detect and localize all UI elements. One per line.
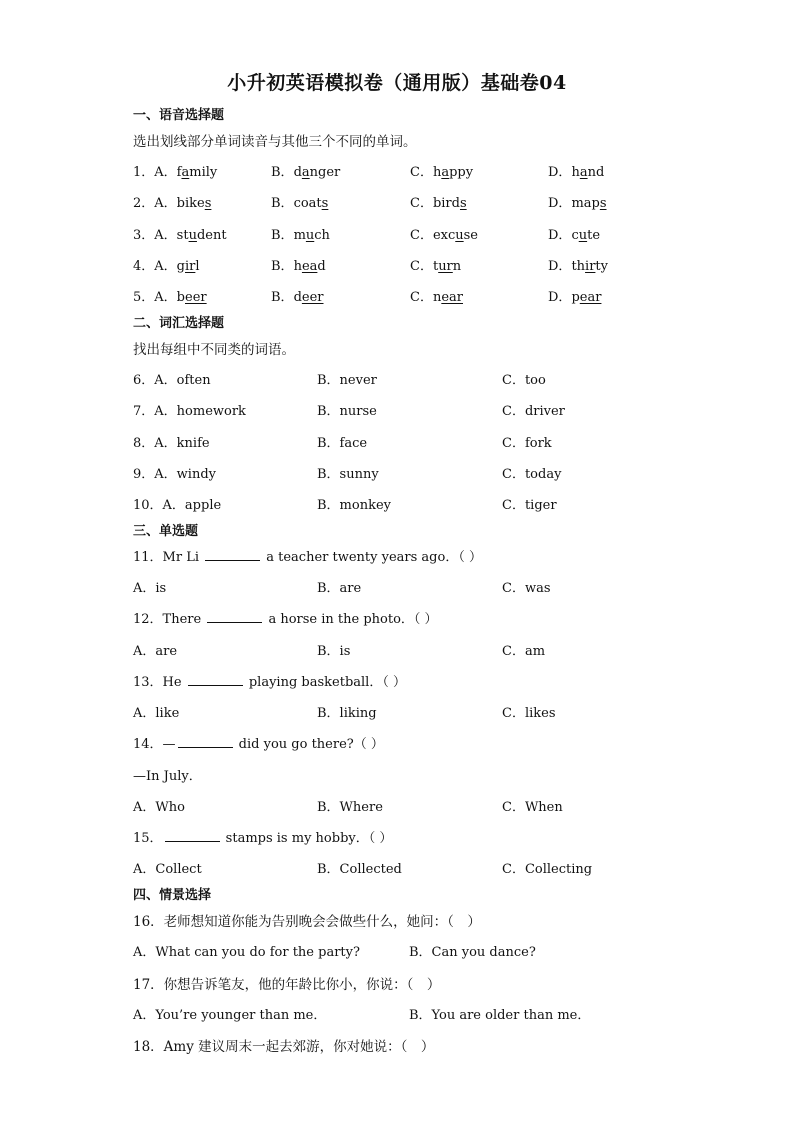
word-part: f <box>176 165 182 180</box>
option-c[interactable]: C．Collecting <box>502 862 593 877</box>
option-letter: C． <box>410 165 433 180</box>
option-c[interactable]: C．was <box>502 581 551 596</box>
option-c[interactable] <box>410 192 467 211</box>
question-13-stem <box>133 671 693 689</box>
word-part: th <box>571 259 586 274</box>
underlined-part: ir <box>185 259 196 274</box>
question-number: 10． <box>133 498 163 513</box>
option-letter: B． <box>271 290 294 305</box>
option-a[interactable]: A．apple <box>162 498 222 513</box>
word-part: h <box>432 165 442 180</box>
question-text: 14．— <box>133 737 176 752</box>
option-letter: D． <box>548 228 572 243</box>
word-part: se <box>463 228 479 243</box>
option-a[interactable]: A．Collect <box>133 862 202 877</box>
question-number: 3． <box>133 228 155 243</box>
option-c[interactable]: C．fork <box>502 436 552 451</box>
question-12-stem <box>133 608 693 626</box>
word-part: c <box>571 228 579 243</box>
question-12-options <box>133 640 693 658</box>
underlined-part: u <box>578 228 588 243</box>
option-letter: A． <box>154 228 177 243</box>
question-text: a horse in the photo．（ ） <box>264 612 438 627</box>
section-4-heading: 四、情景选择 <box>133 888 212 903</box>
question-18-stem: 18．Amy 建议周末一起去郊游，你对她说：（ ） <box>133 1039 435 1055</box>
option-b[interactable]: B．nurse <box>317 404 377 419</box>
question-number: 9． <box>133 467 155 482</box>
option-a[interactable] <box>133 255 200 274</box>
option-a[interactable] <box>133 192 211 211</box>
question-1 <box>133 161 693 179</box>
word-part: ch <box>314 228 330 243</box>
underlined-part: u <box>455 228 464 243</box>
word-part: d <box>293 290 302 305</box>
option-a[interactable] <box>133 224 227 243</box>
word-part: ppy <box>449 165 474 180</box>
word-part: bird <box>432 196 460 211</box>
word-part: nd <box>587 165 605 180</box>
option-b[interactable]: B．are <box>317 581 362 596</box>
option-a[interactable]: A．often <box>154 373 211 388</box>
underlined-part: a <box>301 165 310 180</box>
word-part: m <box>293 228 306 243</box>
question-2 <box>133 192 693 210</box>
option-b[interactable]: B．Can you dance? <box>409 945 536 960</box>
option-d[interactable] <box>548 255 608 274</box>
question-11-stem <box>133 546 693 564</box>
option-b[interactable]: B．sunny <box>317 467 379 482</box>
word-part: nger <box>309 165 341 180</box>
question-number: 6． <box>133 373 155 388</box>
question-16-options <box>133 941 693 959</box>
underlined-part: eer <box>185 290 207 305</box>
word-part: ty <box>595 259 608 274</box>
option-letter: D． <box>548 196 572 211</box>
option-letter: A． <box>154 165 177 180</box>
word-part: dent <box>196 228 227 243</box>
question-3 <box>133 224 693 242</box>
option-c[interactable]: C．likes <box>502 706 556 721</box>
question-number: 1． <box>133 165 155 180</box>
question-10 <box>133 494 693 512</box>
option-letter: C． <box>410 259 433 274</box>
option-b[interactable] <box>271 192 328 211</box>
option-d[interactable] <box>548 224 600 243</box>
option-a[interactable] <box>133 161 217 180</box>
option-a[interactable] <box>133 286 207 305</box>
option-a[interactable]: A．Who <box>133 800 185 815</box>
option-letter: C． <box>410 290 433 305</box>
question-14-answer-line: —In July． <box>133 769 202 784</box>
word-part: n <box>452 259 462 274</box>
question-13-options <box>133 702 693 720</box>
answer-blank[interactable] <box>205 549 260 561</box>
word-part: mily <box>189 165 218 180</box>
question-15-options <box>133 858 693 876</box>
option-c[interactable] <box>410 224 478 243</box>
question-text: 12．There <box>133 612 206 627</box>
underlined-part: u <box>188 228 197 243</box>
underlined-part: ea <box>301 259 318 274</box>
option-letter: C． <box>410 196 433 211</box>
underlined-part: ear <box>441 290 463 305</box>
question-text: stamps is my hobby．（ ） <box>221 831 393 846</box>
question-number: 2． <box>133 196 155 211</box>
question-4 <box>133 255 693 273</box>
option-letter: B． <box>271 196 294 211</box>
question-7 <box>133 400 693 418</box>
answer-blank[interactable] <box>165 830 220 842</box>
option-c[interactable] <box>410 255 461 274</box>
option-a[interactable]: A．knife <box>154 436 210 451</box>
exam-title: 小升初英语模拟卷（通用版）基础卷04 <box>227 72 567 94</box>
option-d[interactable] <box>548 192 607 211</box>
option-letter: B． <box>271 165 294 180</box>
option-letter: A． <box>154 196 177 211</box>
option-c[interactable]: C．driver <box>502 404 565 419</box>
question-9 <box>133 463 693 481</box>
question-5 <box>133 286 693 304</box>
option-a[interactable]: A．You’re younger than me． <box>133 1008 327 1023</box>
word-part: h <box>293 259 302 274</box>
underlined-part: a <box>441 165 450 180</box>
underlined-part: ear <box>579 290 602 305</box>
question-11-options <box>133 577 693 595</box>
question-15-stem <box>133 827 693 845</box>
question-text: a teacher twenty years ago．（ ） <box>262 550 482 565</box>
question-17-options <box>133 1004 693 1022</box>
underlined-part: u <box>305 228 315 243</box>
option-c[interactable]: C．am <box>502 644 546 659</box>
option-b[interactable]: B．Where <box>317 800 383 815</box>
question-number: 8． <box>133 436 155 451</box>
question-16-stem: 16．老师想知道你能为告别晚会会做些什么，她问：（ ） <box>133 914 481 930</box>
option-b[interactable]: B．never <box>317 373 377 388</box>
section-1-instruction: 选出划线部分单词读音与其他三个不同的单词。 <box>133 134 417 150</box>
word-part: n <box>432 290 442 305</box>
option-a[interactable]: A．like <box>133 706 180 721</box>
section-2-instruction: 找出每组中不同类的词语。 <box>133 342 295 358</box>
option-b[interactable] <box>271 161 340 180</box>
answer-blank[interactable] <box>188 674 243 686</box>
word-part: d <box>317 259 326 274</box>
word-part: g <box>176 259 185 274</box>
underlined-part: s <box>599 196 607 211</box>
option-c[interactable]: C．too <box>502 373 546 388</box>
option-c[interactable]: C．today <box>502 467 562 482</box>
section-3-heading: 三、单选题 <box>133 524 199 539</box>
question-8 <box>133 432 693 450</box>
option-b[interactable]: B．face <box>317 436 368 451</box>
option-letter: B． <box>271 259 294 274</box>
word-part: l <box>195 259 200 274</box>
underlined-part: s <box>204 196 212 211</box>
word-part: h <box>571 165 580 180</box>
option-a[interactable]: A．homework <box>154 404 246 419</box>
underlined-part: ir <box>585 259 596 274</box>
section-1-heading: 一、语音选择题 <box>133 108 225 123</box>
word-part: coat <box>293 196 322 211</box>
word-part: b <box>176 290 185 305</box>
underlined-part: a <box>181 165 190 180</box>
question-text: 13．He <box>133 675 186 690</box>
question-text: 15． <box>133 831 163 846</box>
option-a[interactable]: A．What can you do for the party? <box>133 945 360 960</box>
question-number: 4． <box>133 259 155 274</box>
option-b[interactable]: B．You are older than me． <box>409 1008 591 1023</box>
option-b[interactable] <box>271 224 330 243</box>
option-c[interactable]: C．tiger <box>502 498 557 513</box>
question-number: 5． <box>133 290 155 305</box>
question-17-stem: 17．你想告诉笔友，他的年龄比你小，你说：（ ） <box>133 977 441 993</box>
word-part: p <box>571 290 580 305</box>
option-b[interactable]: B．Collected <box>317 862 402 877</box>
option-b[interactable]: B．liking <box>317 706 377 721</box>
question-14-stem <box>133 733 693 751</box>
option-c[interactable] <box>410 286 463 305</box>
option-letter: A． <box>154 259 177 274</box>
option-letter: D． <box>548 259 572 274</box>
option-a[interactable]: A．are <box>133 644 178 659</box>
section-2-heading: 二、词汇选择题 <box>133 316 225 331</box>
question-text: playing basketball．（ ） <box>244 675 406 690</box>
question-14-options <box>133 796 693 814</box>
option-c[interactable] <box>410 161 473 180</box>
word-part: te <box>587 228 601 243</box>
answer-blank[interactable] <box>178 736 233 748</box>
question-text: did you go there?（ ） <box>234 737 384 752</box>
option-b[interactable] <box>271 286 324 305</box>
question-number: 7． <box>133 404 155 419</box>
option-b[interactable]: B．is <box>317 644 351 659</box>
option-a[interactable]: A．is <box>133 581 167 596</box>
option-d[interactable] <box>548 161 604 180</box>
option-c[interactable]: C．When <box>502 800 563 815</box>
word-part: d <box>293 165 302 180</box>
option-b[interactable]: B．monkey <box>317 498 391 513</box>
question-text: 11．Mr Li <box>133 550 204 565</box>
underlined-part: ur <box>438 259 453 274</box>
underlined-part: s <box>321 196 329 211</box>
word-part: t <box>432 259 439 274</box>
question-6 <box>133 369 693 387</box>
option-letter: C． <box>410 228 433 243</box>
option-b[interactable] <box>271 255 326 274</box>
underlined-part: eer <box>301 290 324 305</box>
underlined-part: s <box>459 196 467 211</box>
option-letter: B． <box>271 228 294 243</box>
option-letter: D． <box>548 290 572 305</box>
option-a[interactable]: A．windy <box>154 467 216 482</box>
option-letter: A． <box>154 290 177 305</box>
option-letter: D． <box>548 165 572 180</box>
word-part: exc <box>432 228 456 243</box>
option-d[interactable] <box>548 286 601 305</box>
word-part: st <box>176 228 189 243</box>
word-part: bike <box>176 196 205 211</box>
answer-blank[interactable] <box>207 611 262 623</box>
underlined-part: a <box>579 165 588 180</box>
word-part: map <box>571 196 600 211</box>
